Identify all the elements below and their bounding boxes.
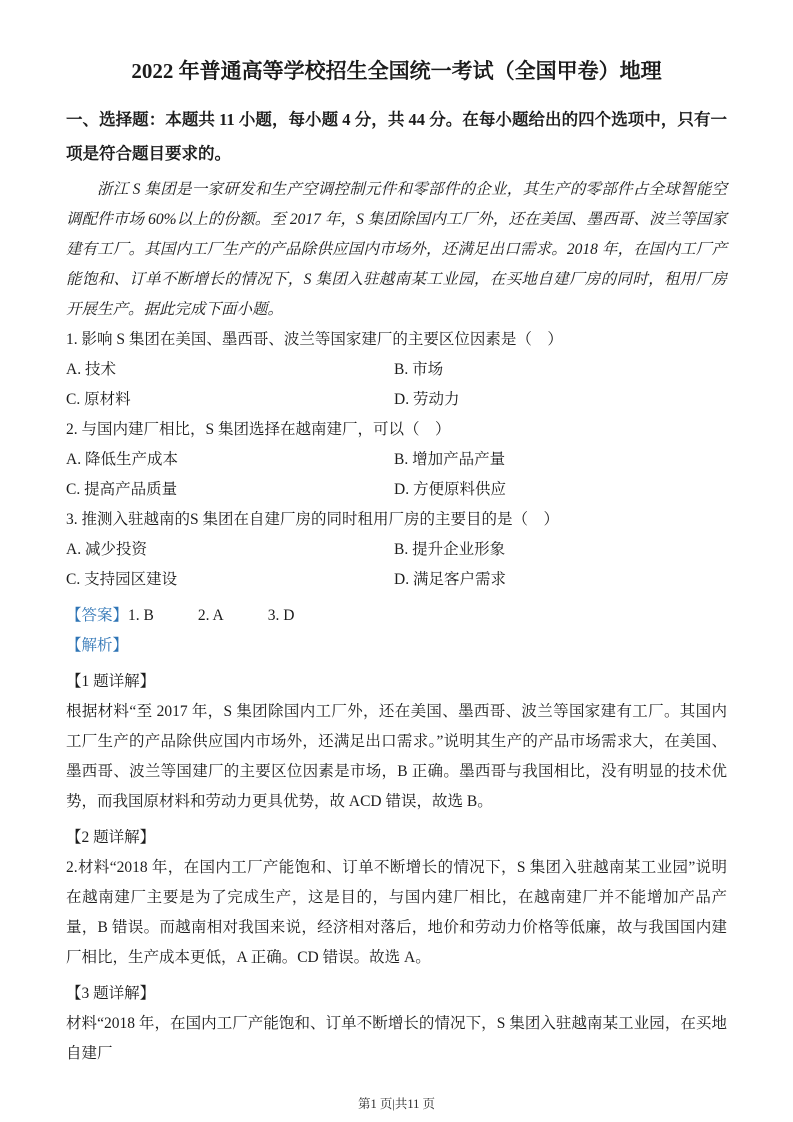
passage: 浙江 S 集团是一家研发和生产空调控制元件和零部件的企业，其生产的零部件占全球智能空调配件市场 60%以上的份额。至 2017 年，S 集团除国内工厂外，还在美国、墨西哥、波兰等国家建有工厂。其国内工厂生产的产品除供应国内市场外，还满足出口需求。2018 年，在国内工厂产能饱和、订单不断增长的情况下，S 集团入驻越南某工业园，在买地自建厂房的同时，租用厂房开展生产。据此完成下面小题。 <box>66 181 727 318</box>
question-1-option-a: A. 技术 <box>66 361 116 378</box>
explanation-1-body: 根据材料“至 2017 年，S 集团除国内工厂外，还在美国、墨西哥、波兰等国家建有工厂。其国内工厂生产的产品除供应国内市场外，还满足出口需求。”说明其生产的产品市场需求大，在美国、墨西哥、波兰等国建厂的主要区位因素是市场，B 正确。墨西哥与我国相比，没有明显的技术优势，而我国原材料和劳动力更具优势，故 ACD 错误，故选 B。 <box>66 703 727 810</box>
answer-label: 【答案】 <box>66 607 129 624</box>
question-1-option-b: B. 市场 <box>394 361 444 378</box>
analysis-line <box>66 631 727 661</box>
page-title: 2022 年普通高等学校招生全国统一考试（全国甲卷）地理 <box>131 59 662 83</box>
question-2-option-a: A. 降低生产成本 <box>66 451 178 468</box>
page-number-footer: 第1 页|共11 页 <box>357 1097 436 1111</box>
question-1 <box>66 325 727 415</box>
explanation-3-heading: 【3 题详解】 <box>66 985 156 1002</box>
question-2-option-c: C. 提高产品质量 <box>66 481 178 498</box>
question-3-option-d: D. 满足客户需求 <box>394 571 506 588</box>
question-2 <box>66 415 727 505</box>
answer-item-2: 2. A <box>197 607 224 624</box>
question-3-option-c: C. 支持园区建设 <box>66 571 178 588</box>
explanation-1 <box>66 667 727 817</box>
question-1-options <box>66 355 727 415</box>
question-3-option-a: A. 减少投资 <box>66 541 147 558</box>
explanation-1-heading: 【1 题详解】 <box>66 673 156 690</box>
explanation-2 <box>66 823 727 973</box>
explanation-3-body: 材料“2018 年，在国内工厂产能饱和、订单不断增长的情况下，S 集团入驻越南某工业园，在买地自建厂 <box>66 1015 727 1062</box>
explanation-2-heading: 【2 题详解】 <box>66 829 156 846</box>
answer-item-1: 1. B <box>128 607 154 624</box>
analysis-label: 【解析】 <box>66 637 129 654</box>
question-2-options <box>66 445 727 505</box>
question-1-option-d: D. 劳动力 <box>394 391 460 408</box>
question-3-options <box>66 535 727 595</box>
question-2-option-d: D. 方便原料供应 <box>394 481 506 498</box>
question-3 <box>66 505 727 595</box>
question-1-option-c: C. 原材料 <box>66 391 131 408</box>
question-2-option-b: B. 增加产品产量 <box>394 451 506 468</box>
section-header: 一、选择题：本题共 11 小题，每小题 4 分，共 44 分。在每小题给出的四个选项中，只有一项是符合题目要求的。 <box>66 110 727 163</box>
explanation-2-body: 2.材料“2018 年，在国内工厂产能饱和、订单不断增长的情况下，S 集团入驻越南某工业园”说明在越南建厂主要是为了完成生产，这是目的，与国内建厂相比，在越南建厂并不能增加产品产量，B 错误。而越南相对我国来说，经济相对落后，地价和劳动力价格等低廉，故与我国国内建厂相比，生产成本更低，A 正确。CD 错误。故选 A。 <box>66 859 727 966</box>
question-3-stem: 3. 推测入驻越南的S 集团在自建厂房的同时租用厂房的主要目的是（ ） <box>66 511 559 528</box>
answer-item-3: 3. D <box>267 607 295 624</box>
answer-line <box>66 601 727 631</box>
question-2-stem: 2. 与国内建厂相比，S 集团选择在越南建厂，可以（ ） <box>66 421 451 438</box>
explanation-3 <box>66 979 727 1069</box>
question-1-stem: 1. 影响 S 集团在美国、墨西哥、波兰等国家建厂的主要区位因素是（ ） <box>66 331 563 348</box>
question-3-option-b: B. 提升企业形象 <box>394 541 506 558</box>
